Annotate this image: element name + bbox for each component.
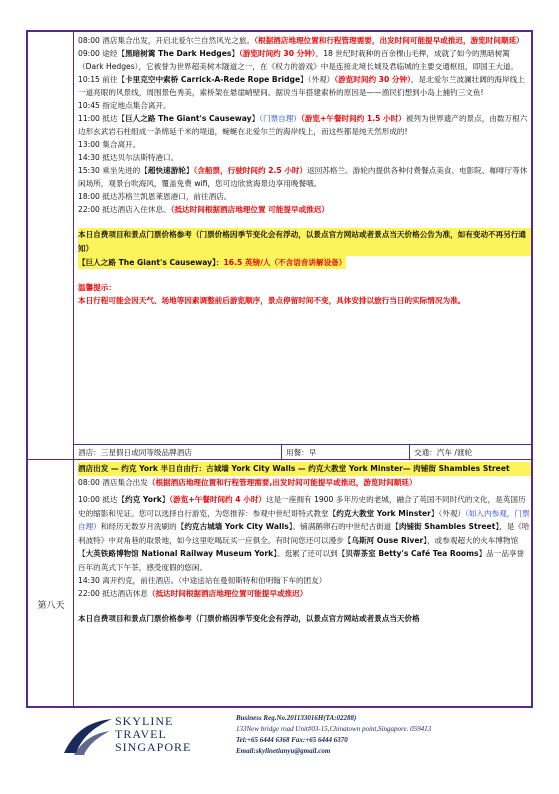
day8-title: 酒店出发 — 约克 York 半日自由行：古城墙 York City Walls — 约克大教堂 York Minster— 肉铺街 Shambles Street [78, 462, 531, 476]
day8-label: 第八天 [37, 601, 65, 611]
line-1045: 10:45 指定地点集合离开。 [78, 101, 171, 110]
tips-title: 温馨提示： [78, 283, 116, 292]
hotel-info: 酒店：三星假日或同等级品牌酒店 [78, 448, 192, 457]
line-0800: 08:00 酒店集合出发，开启北爱尔兰自然风光之旅。（根据酒店地理位置和行程管理需要，出发时间可能提早或推迟，游览时间顺延） [78, 36, 524, 45]
itinerary-table [26, 30, 533, 708]
skyline-logo-icon [60, 713, 116, 761]
day8-line-1430: 14:30 离开约克，前往酒店。（中途送站在曼彻斯特和伯明翰下车的团友） [78, 576, 327, 585]
day8-line-0800: 08:00 酒店集合出发（根据酒店地理位置和行程管理需要,出发时间可能提早或推迟，游览时间顺延） [78, 478, 417, 487]
day8-line-1000: 10:00 抵达【约克 York】（游览+午餐时间约 4 小时）这是一座拥有 1900 多年历史的老城，融合了英国不同时代的文化，是英国历史的缩影和见证。您可以选择自行游览，为您推荐：参观中世纪哥特式教堂【约克大教堂 York Minster】（外观）（如入内参观，门票自理）和经历无数岁月洗刷的【约克古城墙 York City Walls】。铺满鹅卵石的中世纪古街道【肉铺街 Shambles Street】，是《哈利波特》中对角巷的取景地，如今这里吃喝玩买一应俱全。有时间您还可以漫步【乌斯河 Ouse River】，或参观超大的火车博物馆【大英铁路博物馆 National Railway Museum York】。逛累了还可以到【贝蒂茶室 Betty's Café Tea Rooms】品一品享誉百年的英式下午茶，感受度假的悠闲。 [78, 495, 530, 572]
line-1015: 10:15 前往【卡里克空中索桥 Carrick-A-Rede Rope Bridge】（外观）（游览时间约 30 分钟），是北爱尔兰波澜壮阔的海岸线上一道亮眼的风景线，周围景色秀美，索桥架在悬崖峭壁间。据说当年搭建索桥的原因是——渔民们想到小岛上捕钓三文鱼! [78, 75, 525, 97]
line-1430: 14:30 抵达贝尔法斯特港口。 [78, 153, 179, 162]
row-divider [28, 459, 531, 460]
line-2200: 22:00 抵达酒店入住休息。（抵达时间根据酒店地理位置 可能提早或推迟） [78, 205, 329, 214]
price-item: 【巨人之路 The Giant's Causeway】：16.5 英镑/人（不含语音讲解设备） [78, 258, 347, 267]
cell-divider [409, 444, 410, 459]
day8-content [78, 462, 531, 625]
day8-line-2200: 22:00 抵达酒店休息（抵达时间根据酒店地理位置可能提早或推迟） [78, 589, 308, 598]
day8-price-note-title: 本日自费项目和景点门票价格参考（门票价格因季节变化会有浮动，以景点官方网站或者景点当天价格 [78, 614, 420, 623]
company-contact: Business Reg.No.201133016H(TA:02288) 133New bridge road Unit#03-15,Chinatown point,Singapore. 059413 Tel:+65 6444 6368 Fax:+65 6444 6370 Email:skylinetianyu@gmail.com [236, 714, 432, 755]
footer [0, 713, 559, 783]
line-1530: 15:30 乘坐先进的【超快速游轮】（含船票，行驶时间约 2.5 小时）返回苏格兰。游轮内提供各种付费餐点美食、电影院、咖啡厅等休闲场所，观景台吹海风，覆盖免费 wifi，您可边欣赏海景边享用晚餐哦。 [78, 166, 528, 188]
transport-info: 交通：汽车 /渡轮 [414, 448, 473, 457]
day7-content [78, 34, 531, 307]
tips-text: 本日行程可能会因天气、场地等因素调整前后游览顺序，景点停留时间不变，具体安排以旅行当日的实际情况为准。 [78, 296, 466, 305]
cell-divider [281, 444, 282, 459]
logo-text: SKYLINE TRAVEL SINGAPORE [115, 714, 192, 754]
line-1800: 18:00 抵达苏格兰凯恩莱恩港口，前往酒店。 [78, 192, 232, 201]
row-divider [74, 444, 531, 445]
meal-info: 用餐：早 [286, 448, 317, 457]
price-note-title: 本日自费项目和景点门票价格参考（门票价格因季节变化会有浮动，以景点官方网站或者景点当天价格公告为准，如有变动不再另行通知） [78, 228, 531, 256]
line-1100: 11:00 抵达【巨人之路 The Giant's Causeway】（门票自理）（游览+午餐时间约 1.5 小时）被列为世界遗产的景点，由数万根六边形玄武岩石柱组成一条绵延千米的堤道，蜿蜒在北爱尔兰的海岸线上，而这些都是纯天然形成的! [78, 114, 528, 136]
line-1300: 13:00 集合离开。 [78, 140, 141, 149]
line-0900: 09:00 途经【黑暗树篱 The Dark Hedges】（游览时间约 30 分钟），18 世纪时栽种的百余棵山毛榉，成就了如今的黑暗树篱（Dark Hedges），它被誉为世界超美树木隧道之一，在《权力的游戏》中是连接北境长城及君临城的主要交通枢纽，即国王大道。 [78, 49, 519, 71]
company-logo [60, 713, 220, 773]
